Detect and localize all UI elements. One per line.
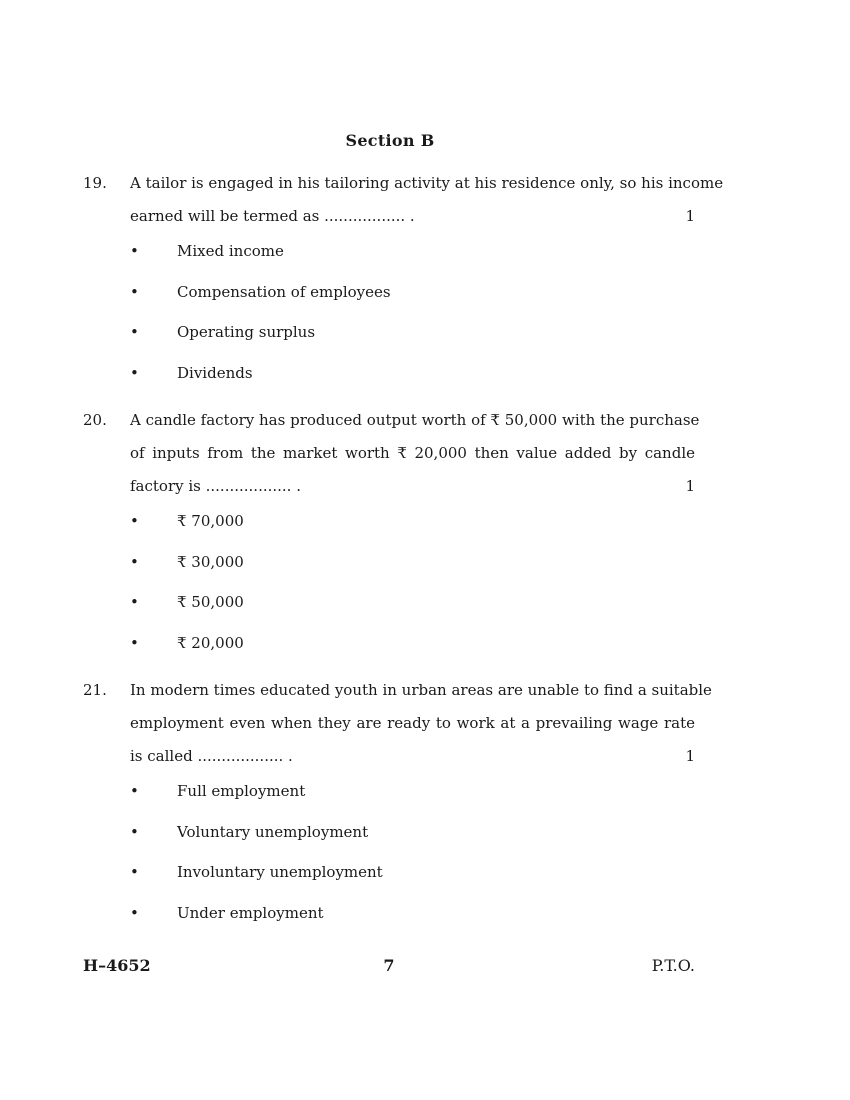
page-number: 7 [383,956,395,975]
bullet-icon: • [130,552,139,571]
option: • ₹ 70,000 [130,512,244,530]
marks: 1 [685,747,695,765]
options-list [130,511,695,674]
pto-label: P.T.O. [651,956,695,975]
bullet-icon: • [130,364,139,383]
option: • Under employment [130,904,324,923]
bullet-icon: • [130,904,139,923]
bullet-icon: • [130,634,139,653]
options-list [130,241,695,404]
option: • ₹ 30,000 [130,552,244,571]
bullet-icon: • [130,593,139,612]
option: • Voluntary unemployment [130,822,369,841]
question-21 [83,674,712,944]
marks: 1 [685,477,695,495]
bullet-icon: • [130,323,139,342]
options-list [130,781,695,944]
option: • Full employment [130,782,306,800]
option: • Mixed income [130,242,284,260]
option: • ₹ 20,000 [130,634,244,653]
page-footer [83,956,695,980]
paper-code: H–4652 [83,956,151,975]
bullet-icon: • [130,822,139,841]
bullet-icon: • [130,512,139,530]
question-text [130,674,712,773]
question-line: employment even when they are ready to work at a prevailing wage rate [130,714,695,732]
section-title: Section B [345,131,435,150]
question-line: In modern times educated youth in urban areas are unable to find a suitable [130,681,712,699]
question-text [130,404,700,503]
question-number: 20. [83,411,107,429]
question-19 [83,167,724,404]
option: • Involuntary unemployment [130,863,383,882]
question-line: of inputs from the market worth ₹ 20,000 then value added by candle [130,444,695,462]
question-line: A tailor is engaged in his tailoring activity at his residence only, so his income [130,174,724,192]
question-text [130,167,724,233]
question-number: 19. [83,174,107,192]
question-line: factory is .................. . 1 [130,470,695,503]
option: • Operating surplus [130,323,316,342]
bullet-icon: • [130,282,139,301]
option: • Dividends [130,364,253,383]
question-line: A candle factory has produced output worth of ₹ 50,000 with the purchase [130,411,700,429]
option: • ₹ 50,000 [130,593,244,612]
marks: 1 [685,207,695,225]
question-line: is called .................. . 1 [130,740,695,773]
bullet-icon: • [130,782,139,800]
question-number: 21. [83,681,107,699]
option: • Compensation of employees [130,282,391,301]
question-line: earned will be termed as ................. . 1 [130,200,695,233]
question-20 [83,404,700,674]
bullet-icon: • [130,863,139,882]
bullet-icon: • [130,242,139,260]
